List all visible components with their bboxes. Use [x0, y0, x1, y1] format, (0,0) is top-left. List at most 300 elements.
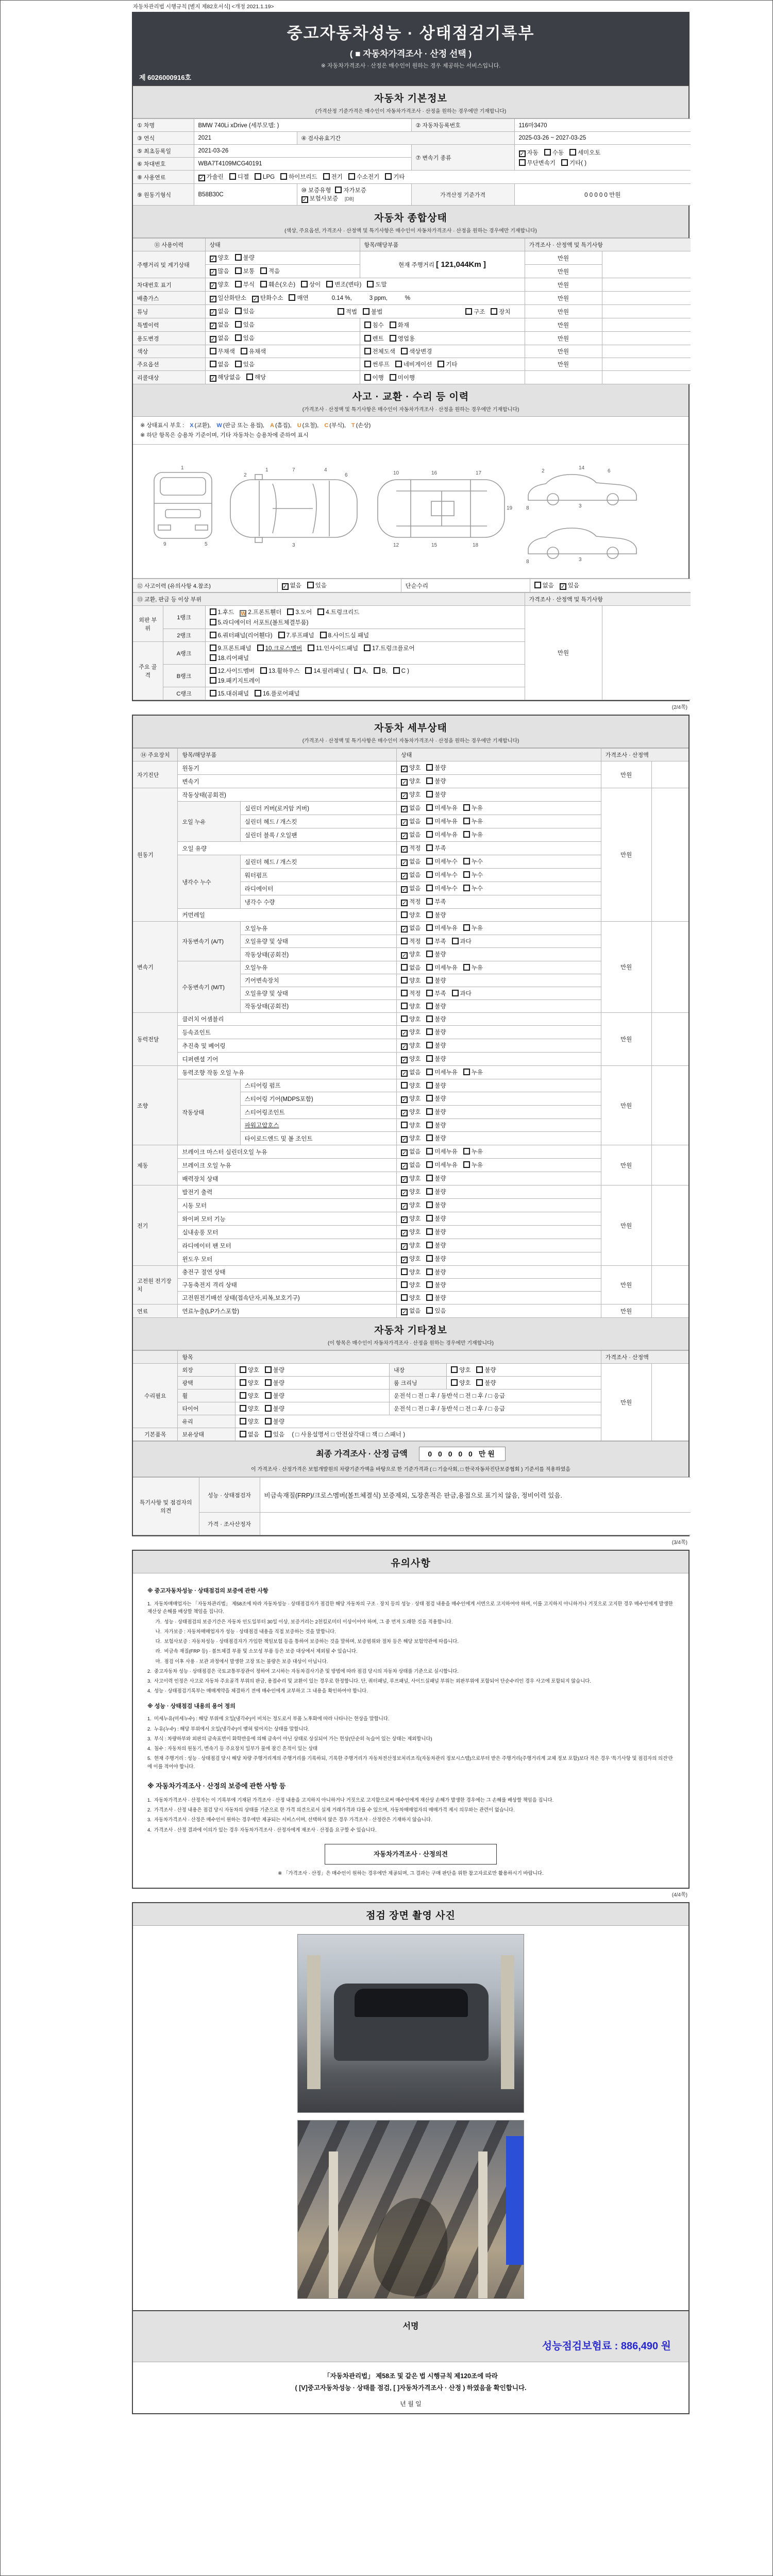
checkbox[interactable]: [426, 871, 433, 878]
checkbox[interactable]: ✓: [210, 296, 215, 302]
checkbox[interactable]: ✓: [402, 873, 407, 880]
col-state: 상태: [397, 749, 601, 761]
checkbox[interactable]: [426, 1042, 433, 1048]
checkbox-label: 7.루프패널: [286, 633, 314, 639]
checkbox[interactable]: ✓: [402, 1150, 407, 1157]
checkbox[interactable]: [426, 951, 433, 957]
checkbox[interactable]: [210, 677, 216, 684]
checkbox[interactable]: [476, 1366, 483, 1373]
checkbox[interactable]: ✓: [210, 376, 215, 382]
checkbox[interactable]: ✓: [302, 197, 307, 203]
checkbox[interactable]: [390, 374, 396, 381]
checkbox[interactable]: [326, 281, 333, 287]
checkbox[interactable]: [335, 187, 342, 193]
checkbox[interactable]: [401, 1082, 408, 1089]
checkbox[interactable]: [426, 1003, 433, 1009]
checkbox[interactable]: [301, 281, 308, 287]
checkbox[interactable]: [210, 608, 216, 615]
group-outer-panel: 외판 부위: [133, 606, 163, 642]
checkbox[interactable]: [544, 149, 551, 156]
checkbox[interactable]: [401, 964, 408, 971]
checkbox[interactable]: [426, 1015, 433, 1022]
checkbox[interactable]: [235, 361, 242, 367]
checkbox[interactable]: [364, 335, 371, 342]
notice-line: 1. 자동차매매업자는 「자동차관리법」 제58조에 따라 자동차성능 · 상태점검자가 점검한 해당 자동차의 구조 · 장치 등의 성능 · 상태 점검 내용을 매수인에게 서면으로 고지하여야 하며, 이를 고지하지 아니하거나 거짓으로 고지한 경우 매수인에게 발생한 재산상 손해를 배상할 책임을 집니다.: [147, 1601, 675, 1615]
checkbox[interactable]: [426, 818, 433, 824]
state-options: [397, 761, 601, 775]
checkbox[interactable]: ✓: [199, 175, 204, 181]
checkbox[interactable]: [426, 1028, 433, 1035]
row-main-options: 주요옵션: [133, 358, 205, 371]
price-unit: 만원: [525, 358, 602, 371]
checkbox[interactable]: [426, 791, 433, 798]
state-options: [397, 1066, 601, 1079]
checkbox[interactable]: ✓: [402, 1137, 407, 1143]
checkbox[interactable]: [235, 334, 242, 341]
checkbox[interactable]: [451, 1366, 458, 1373]
checkbox[interactable]: ✓: [210, 256, 215, 262]
checkbox[interactable]: ✓: [210, 336, 215, 343]
checkbox[interactable]: [426, 1215, 433, 1222]
checkbox-label: 양호: [409, 1016, 421, 1023]
checkbox-label: 적법: [345, 309, 357, 315]
checkbox[interactable]: [463, 1069, 470, 1075]
checkbox[interactable]: [307, 582, 314, 588]
checkbox[interactable]: ✓: [253, 296, 258, 302]
checkbox[interactable]: [367, 281, 374, 287]
checkbox[interactable]: [426, 1069, 433, 1075]
checkbox[interactable]: [287, 608, 294, 615]
checkbox-label: 불량: [273, 1393, 285, 1400]
checkbox[interactable]: [426, 1148, 433, 1155]
checkbox[interactable]: [246, 374, 253, 380]
checkbox[interactable]: [452, 990, 459, 996]
fuel-options: [194, 171, 691, 184]
svg-text:8: 8: [526, 559, 529, 565]
checkbox[interactable]: [465, 308, 472, 315]
checkbox[interactable]: [265, 1366, 272, 1373]
price-unit: 만원: [601, 788, 651, 922]
checkbox-label: 불량: [434, 778, 446, 785]
checkbox-label: 미세누수: [434, 886, 458, 892]
checkbox[interactable]: [210, 632, 216, 638]
checkbox[interactable]: [240, 1366, 246, 1373]
table-row: [133, 358, 691, 371]
checkbox[interactable]: ✓: [402, 1097, 407, 1104]
page-subtitle: ( ■ 자동차가격조사 · 산정 선택 ): [349, 49, 472, 59]
checkbox[interactable]: [235, 267, 242, 274]
checkbox[interactable]: ✓: [402, 1244, 407, 1250]
confirmation-line-1: 「자동차관리법」 제58조 및 같은 법 시행규칙 제120조에 따라: [324, 2372, 498, 2380]
checkbox[interactable]: [476, 1379, 483, 1386]
checkbox[interactable]: [426, 1175, 433, 1181]
item-tierod: 타이로드엔드 및 볼 조인트: [240, 1132, 396, 1145]
checkbox-label: 미세누유: [434, 965, 458, 972]
checkbox[interactable]: [426, 898, 433, 905]
checkbox[interactable]: [426, 1228, 433, 1235]
checkbox[interactable]: ✓: [402, 1217, 407, 1224]
checkbox[interactable]: [426, 858, 433, 865]
checkbox[interactable]: [255, 690, 261, 697]
checkbox[interactable]: [338, 308, 344, 315]
checkbox-label: 양호: [247, 1406, 259, 1413]
checkbox-label: 미세누유: [434, 819, 458, 825]
item-steer-pump: 스티어링 펌프: [240, 1079, 396, 1092]
header-row: [133, 239, 691, 251]
checkbox[interactable]: [426, 1108, 433, 1115]
checkbox-label: 불량: [434, 1043, 446, 1049]
checkbox[interactable]: [426, 1294, 433, 1301]
checkbox[interactable]: ✓: [402, 1257, 407, 1264]
checkbox[interactable]: [240, 1418, 246, 1425]
checkbox-label: 과다: [460, 939, 472, 945]
notice-line: 나. 자가보증 : 자동차매매업자가 성능 · 상태점검 내용을 직접 보증하는 것을 말합니다.: [147, 1628, 336, 1634]
checkbox[interactable]: [260, 267, 267, 274]
page-marker-3: (3/4쪽): [671, 1540, 687, 1546]
final-price-band: [133, 1441, 688, 1477]
checkbox[interactable]: [240, 1431, 246, 1437]
checkbox[interactable]: [401, 990, 408, 996]
checkbox-label: 양호: [247, 1419, 259, 1426]
checkbox-label: 누유: [471, 925, 483, 932]
checkbox[interactable]: [305, 667, 312, 674]
svg-text:2: 2: [244, 472, 247, 479]
checkbox[interactable]: [265, 1405, 272, 1412]
checkbox[interactable]: [463, 924, 470, 931]
checkbox[interactable]: ✓: [402, 953, 407, 959]
checkbox[interactable]: [401, 348, 408, 354]
checkbox-label: 누수: [471, 886, 483, 892]
checkbox[interactable]: ✓: [402, 1057, 407, 1064]
checkbox-label: 부족: [434, 845, 446, 852]
checkbox[interactable]: [463, 871, 470, 878]
legend-prefix: ※ 상태표시 부호 :: [140, 422, 184, 429]
checkbox-label: 있음: [434, 1308, 446, 1315]
section-subtitle: (색상, 주요옵션, 가격조사 · 산정액 및 특기사항은 매수인이 자동차가격조사 · 산정을 원하는 경우에만 기재합니다): [284, 228, 537, 234]
checkbox-label: 양호: [409, 1029, 421, 1036]
remarks-group-label: 특기사항 및 점검자의 의견: [133, 1478, 199, 1535]
checkbox[interactable]: [210, 361, 216, 367]
item-at-oil-leak: 오일누유: [240, 922, 396, 935]
checkbox[interactable]: [354, 667, 361, 674]
checkbox[interactable]: [426, 1281, 433, 1288]
checkbox[interactable]: [265, 1379, 272, 1386]
checkbox[interactable]: ✓: [210, 323, 215, 329]
checkbox[interactable]: [210, 645, 216, 651]
state-options: [397, 974, 601, 987]
checkbox-label: 화재: [397, 322, 409, 329]
checkbox[interactable]: [235, 308, 242, 314]
checkbox[interactable]: [426, 911, 433, 918]
checkbox-label: 기타: [446, 362, 458, 368]
state-options: [397, 1252, 601, 1266]
checkbox[interactable]: [426, 1307, 433, 1314]
checkbox[interactable]: [235, 321, 242, 328]
checkbox[interactable]: [491, 308, 497, 315]
checkbox[interactable]: ✓: [402, 846, 407, 853]
checkbox[interactable]: [240, 1379, 246, 1386]
item-engine: 원동기: [178, 761, 397, 775]
checkbox[interactable]: [426, 977, 433, 984]
lift-post: [501, 1955, 514, 2089]
notice-line: 라. 비금속 재질(FRP 등) · 볼트체결 부품 및 소모성 부품 등은 보증 대상에서 제외될 수 있습니다.: [147, 1648, 358, 1654]
checkbox[interactable]: [364, 645, 371, 651]
checkbox[interactable]: [385, 173, 392, 180]
item-at-idle: 작동상태(공회전): [240, 948, 396, 961]
checkbox[interactable]: [390, 335, 396, 342]
checkbox[interactable]: [463, 831, 470, 838]
checkbox[interactable]: [323, 173, 330, 180]
checkbox[interactable]: [401, 1122, 408, 1128]
checkbox[interactable]: [308, 645, 314, 651]
checkbox[interactable]: [364, 321, 371, 328]
checkbox[interactable]: [260, 281, 267, 287]
checkbox[interactable]: [463, 1148, 470, 1155]
checkbox[interactable]: [255, 173, 261, 180]
checkbox[interactable]: ✓: [519, 150, 525, 157]
checkbox[interactable]: [240, 1405, 246, 1412]
checkbox[interactable]: [463, 1161, 470, 1168]
checkbox[interactable]: ✓: [402, 860, 407, 867]
checkbox[interactable]: [241, 348, 247, 354]
checkbox[interactable]: [401, 911, 408, 918]
checkbox[interactable]: ✓: [402, 1204, 407, 1210]
item-at: 자동변속기 (A/T): [178, 922, 240, 961]
checkbox[interactable]: ✓: [402, 1163, 407, 1170]
table-row: [133, 1185, 688, 1199]
item-mt-oil-state: 오일유량 및 상태: [240, 987, 396, 1000]
checkbox-label: 1.후드: [217, 609, 234, 616]
checkbox-label: 없음: [409, 1070, 421, 1076]
checkbox-label: 적정: [409, 845, 421, 852]
remarks-cell: [602, 305, 691, 318]
checkbox[interactable]: [463, 858, 470, 865]
checkbox-label: 부족: [434, 939, 446, 945]
checkbox[interactable]: [426, 804, 433, 811]
checkbox[interactable]: ✓: [402, 779, 407, 786]
checkbox[interactable]: [320, 632, 327, 638]
checkbox[interactable]: ✓: [402, 887, 407, 893]
section-subtitle: (이 항목은 매수인이 자동차가격조사 · 산정을 원하는 경우에만 기재합니다): [327, 1341, 494, 1347]
checkbox-label: 18.리어패널: [217, 655, 249, 662]
main-options-kinds: [360, 358, 525, 371]
checkbox-label: 누유: [471, 805, 483, 812]
value-warranty: [297, 184, 411, 206]
checkbox[interactable]: ✓: [210, 310, 215, 316]
checkbox[interactable]: [363, 308, 369, 315]
checkbox[interactable]: [278, 632, 285, 638]
table-row: [133, 1266, 688, 1279]
checkbox[interactable]: [534, 582, 541, 588]
checkbox[interactable]: [401, 1003, 408, 1009]
checkbox[interactable]: ✓: [402, 793, 407, 800]
state-options: [397, 1159, 601, 1172]
status-marker[interactable]: W: [241, 611, 246, 617]
checkbox[interactable]: [401, 1281, 408, 1288]
checkbox[interactable]: ✓: [402, 900, 407, 907]
checkbox[interactable]: [452, 938, 459, 944]
checkbox[interactable]: [463, 804, 470, 811]
checkbox[interactable]: ✓: [402, 766, 407, 773]
table-row: [133, 761, 688, 775]
checkbox[interactable]: ✓: [210, 283, 215, 289]
checkbox[interactable]: [289, 294, 295, 301]
checkbox[interactable]: [257, 645, 264, 651]
checkbox[interactable]: [317, 608, 324, 615]
checkbox[interactable]: [426, 885, 433, 891]
checkbox[interactable]: [426, 1082, 433, 1089]
checkbox[interactable]: [401, 1294, 408, 1301]
special-history-kinds: [360, 318, 525, 332]
value-reg-number: 116마3470: [514, 119, 691, 132]
checkbox[interactable]: [401, 938, 408, 944]
checkbox[interactable]: [426, 1055, 433, 1062]
checkbox[interactable]: ✓: [402, 1044, 407, 1050]
checkbox[interactable]: [519, 159, 526, 166]
checkbox[interactable]: [364, 374, 371, 381]
section-title: 자동차 종합상태: [374, 213, 447, 224]
price-unit: 만원: [601, 922, 651, 1013]
checkbox[interactable]: [265, 1431, 272, 1437]
checkbox[interactable]: [235, 254, 242, 261]
checkbox[interactable]: [426, 924, 433, 931]
checkbox[interactable]: [426, 1242, 433, 1248]
checkbox[interactable]: [240, 1392, 246, 1399]
checkbox[interactable]: [401, 1015, 408, 1022]
price-unit: 만원: [601, 761, 651, 788]
checkbox-label: 양호: [459, 1367, 471, 1374]
checkbox-label: 없음: [409, 832, 421, 839]
checkbox[interactable]: [401, 1268, 408, 1275]
checkbox[interactable]: [451, 1379, 458, 1386]
checkbox[interactable]: [426, 844, 433, 851]
checkbox[interactable]: [426, 1122, 433, 1128]
checkbox[interactable]: [438, 361, 444, 367]
header-row: [133, 593, 691, 606]
checkbox[interactable]: [390, 321, 396, 328]
checkbox-label: 없음: [409, 819, 421, 825]
checkbox-label: 양호: [409, 792, 421, 799]
checkbox[interactable]: [426, 1095, 433, 1101]
checkbox-label: 2.프론트휀더: [248, 609, 282, 616]
checkbox[interactable]: [426, 1268, 433, 1275]
checkbox[interactable]: [426, 777, 433, 784]
checkbox[interactable]: ✓: [402, 1230, 407, 1237]
checkbox[interactable]: [426, 1201, 433, 1208]
checkbox[interactable]: [426, 1255, 433, 1262]
section-overall-status: [133, 206, 688, 238]
header-row: [133, 749, 688, 761]
checkbox-label: B,: [381, 668, 388, 675]
checkbox[interactable]: [260, 667, 267, 674]
item-cyl-block: 실린더 블록 / 오일팬: [240, 828, 396, 842]
checkbox[interactable]: [210, 348, 216, 354]
checkbox[interactable]: [395, 361, 402, 367]
checkbox-label: 적정: [409, 899, 421, 906]
state-options: [397, 869, 601, 882]
checkbox[interactable]: [265, 1392, 272, 1399]
checkbox[interactable]: [463, 885, 470, 891]
checkbox[interactable]: [426, 764, 433, 771]
checkbox-label: 이행: [372, 375, 384, 381]
item-commonrail: 커먼레일: [178, 909, 397, 922]
tuning-options: [210, 307, 260, 316]
checkbox[interactable]: [426, 990, 433, 996]
checkbox[interactable]: ✓: [402, 806, 407, 813]
checkbox[interactable]: ✓: [210, 269, 215, 276]
checkbox[interactable]: ✓: [402, 1030, 407, 1037]
state-options: [397, 1279, 601, 1292]
section-notices: [133, 1551, 688, 1573]
checkbox[interactable]: ✓: [560, 584, 565, 590]
notice-line: 4. 침수 : 자동차의 원동기, 변속기 등 주요장치 일부가 물에 잠긴 흔적이 있는 상태: [147, 1745, 318, 1752]
checkbox[interactable]: [426, 831, 433, 838]
checkbox-label: 없음: [409, 1149, 421, 1156]
checkbox[interactable]: [210, 619, 216, 625]
checkbox[interactable]: ✓: [402, 926, 407, 933]
color-change-options: [360, 345, 525, 358]
checkbox[interactable]: [393, 667, 400, 674]
checkbox[interactable]: ✓: [402, 1071, 407, 1077]
checkbox-label: 기타: [393, 174, 405, 180]
checkbox[interactable]: [401, 977, 408, 984]
item-cyl-cover: 실린더 커버(로커암 커버): [240, 802, 396, 815]
checkbox[interactable]: [210, 667, 216, 674]
item-charge-port: 충전구 절연 상태: [178, 1266, 397, 1279]
state-options: [397, 1079, 601, 1092]
checkbox[interactable]: ✓: [282, 584, 288, 590]
tuning-legality-options: [338, 308, 388, 316]
checkbox[interactable]: [210, 654, 216, 661]
state-options: [235, 1389, 389, 1402]
col-price: 가격조사 · 산정액: [601, 1351, 688, 1364]
checkbox[interactable]: ✓: [402, 1309, 407, 1316]
checkbox[interactable]: [463, 818, 470, 824]
checkbox[interactable]: ✓: [402, 820, 407, 826]
checkbox[interactable]: [561, 159, 568, 166]
checkbox[interactable]: [210, 690, 216, 697]
checkbox[interactable]: [348, 173, 355, 180]
checkbox-label: 무단변속기: [527, 160, 556, 166]
rank-1-items: [205, 606, 525, 629]
checkbox[interactable]: [364, 348, 371, 354]
checkbox[interactable]: [229, 173, 236, 180]
checkbox[interactable]: [426, 1161, 433, 1168]
checkbox[interactable]: [280, 173, 287, 180]
checkbox[interactable]: [426, 1134, 433, 1141]
checkbox-label: 양호: [409, 1123, 421, 1129]
code-a: A: [270, 422, 274, 429]
checkbox[interactable]: [374, 667, 380, 674]
checkbox[interactable]: [426, 1188, 433, 1195]
checkbox-label: 없음: [217, 309, 229, 315]
checkbox[interactable]: [235, 281, 242, 287]
checkbox[interactable]: ✓: [402, 833, 407, 840]
checkbox[interactable]: [364, 361, 371, 367]
checkbox[interactable]: [463, 964, 470, 971]
field-base-price: 가격산정 기준가격: [411, 184, 514, 206]
state-options: [397, 922, 601, 935]
checkbox[interactable]: [426, 964, 433, 971]
checkbox[interactable]: ✓: [402, 1190, 407, 1197]
rank-2: 2랭크: [163, 629, 205, 642]
checkbox[interactable]: [426, 938, 433, 944]
checkbox[interactable]: [265, 1418, 272, 1425]
notice-terms-list: [147, 1715, 674, 1770]
checkbox[interactable]: [569, 149, 576, 156]
checkbox[interactable]: ✓: [402, 1110, 407, 1117]
checkbox[interactable]: ✓: [402, 1177, 407, 1183]
